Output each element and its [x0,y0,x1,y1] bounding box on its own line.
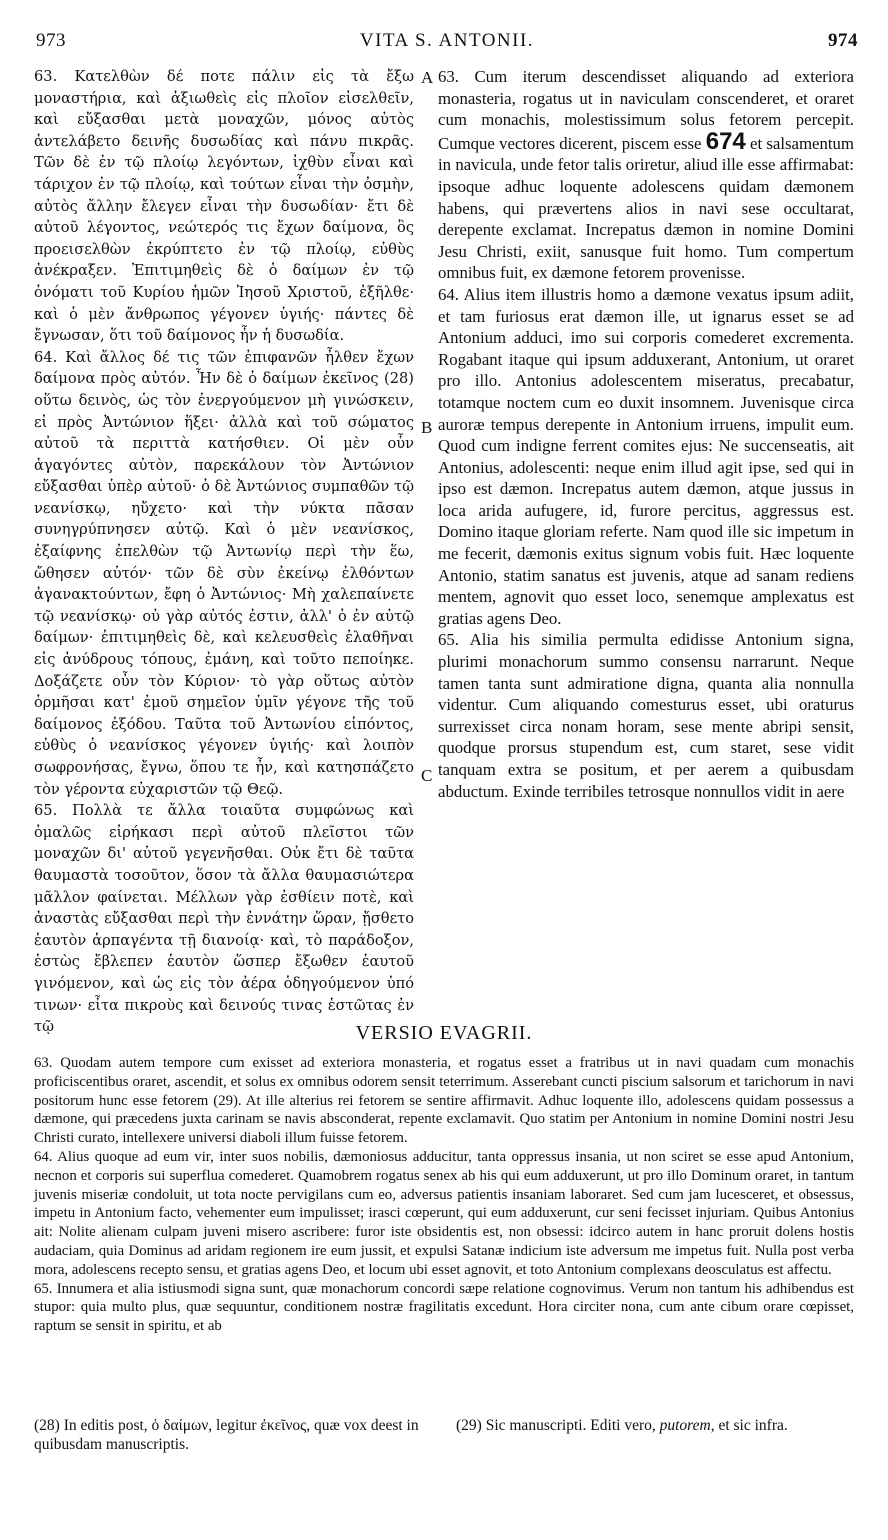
running-header [36,30,858,58]
footnote-29-italic: putorem, [659,1417,715,1434]
margin-letter-a: A [421,68,434,87]
footnote-29 [456,1416,856,1435]
running-title: VITA S. ANTONII. [359,30,535,51]
margin-letter-c: C [421,766,433,785]
latin-paragraph-63 [438,66,854,284]
latin-paragraph-63-part1: 63. Cum iterum descendisset aliquando ad exteriora monasteria, rogatus ut in naviculam conscenderet, et oraret cum monachis, molestissimum solus fetorem percepit. Cumque vectores dicerent, piscem esse [438,67,854,153]
footnote-29-part1: (29) Sic manuscripti. Editi vero, [456,1417,656,1434]
evagrius-paragraph-63: 63. Quodam autem tempore cum exisset ad exteriora monasteria, et rogatus esset a fratribus ut in navi quadam cum monachis proficiscentibus oraret, ascendit, et solus ex omnibus odorem sensit teterrimum. Asserebant cuncti piscium salsorum et tarichorum in navi positorum hunc esse fetorem (29). At ille alterius rei fetorem se sentire affirmavit. Adhuc loquente illo, adolescens quidam possessus a dæmone, qui præcedens juxta carinam se navis absconderat, repente exclamavit. Quo statim per Antonium in nomine Domini nostri Jesu Christi curato, intellexere universi diaboli illum fuisse fetorem. [34,1055,854,1147]
page-number-left: 973 [36,30,66,51]
latin-paragraph-65: 65. Alia his similia permulta edidisse Antonium signa, plurimi monachorum summo consensu narrarunt. Neque tamen tanta sunt admiratione digna, quanta alia nonnulla videntur. Cum aliquando comesturus esset, ubi oraturus surrexisset circa nonam horam, sese mente abripi sensit, quodque prorsus stupendum est, cum staret, sese vidit tanquam extra se positum, et per aerem a quibusdam abductum. Exinde terribiles tetrosque nonnullos vidit in aere [438,630,854,801]
greek-paragraph-65: 65. Πολλὰ τε ἄλλα τοιαῦτα συμφώνως καὶ ὁμαλῶς εἰρήκασι περὶ αὐτοῦ πλεῖστοι τῶν μοναχῶν δι' αὐτοῦ γεγενῆσθαι. Οὐκ ἔτι δὲ ταῦτα θαυμαστὰ τοσοῦτον, ὅσον τὰ ἄλλα θαυμασιώτερα μᾶλλον φαίνεται. Μέλλων γὰρ ἐσθίειν ποτὲ, καὶ ἀναστὰς εὔξασθαι περὶ τὴν ἐννάτην ὥραν, ᾔσθετο ἑαυτὸν ἁρπαγέντα τῇ διανοίᾳ· καὶ, τὸ παράδοξον, ἑστὼς ἔβλεπεν ἑαυτὸν ὥσπερ ἔξωθεν ἑαυτοῦ γινόμενον, καὶ ὡς εἰς τὸν ἀέρα ὁδηγούμενον ὑπό τινων· εἶτα πικροὺς καὶ δεινούς τινας ἑστῶτας ἐν τῷ [34,802,414,1036]
latin-paragraph-63-part2: et salsamentum in navicula, unde fetor talis oriretur, aliud ille esse affirmabat: ipsoque adhuc loquente adolescens quidam dæmonem habens, qui prævertens alios in navi sese occultarat, derepente exclamat. Increpatus dæmon in nomine Domini Jesu Christi, exiit, sanusque fuit homo. Tum compertum omnibus fuit, ex dæmone fetorem provenisse. [438,133,854,283]
page-number-right: 974 [828,30,858,51]
latin-column [438,66,854,802]
column-number: 674 [705,127,746,155]
margin-letter-b: B [421,418,433,437]
footnote-29-part2: et sic infra. [718,1417,788,1434]
section-title: VERSIO EVAGRII. [355,1022,533,1044]
evagrius-section [34,1054,854,1336]
footnote-28: (28) In editis post, ὁ δαίμων, legitur ἐκεῖνος, quæ vox deest in quibusdam manuscriptis. [34,1417,419,1453]
greek-column [34,66,414,1038]
latin-paragraph-64: 64. Alius item illustris homo a dæmone vexatus ipsum adiit, et tam furiosus erat dæmon ille, ut ignarus esset se ad Antonium adduci, imo sui corporis comederet excrementa. Rogabant itaque qui ipsum adduxerant, Antonium, ut oraret pro illo. Antonius adolescentem miseratus, precabatur, totamque noctem cum eo duxit insomnem. Juvenisque circa auroræ tempus derepente in Antonium irruens, impulit eum. Quod cum indigne ferrent comites ejus: Ne succenseatis, ait Antonius, adolescenti: neque enim illud agit ipse, sed qui in ipso est dæmon. Increpatus autem dæmon, atque jussus in loca arida aufugere, id, furore percitus, aggressus est. Domino itaque gloriam referte. Nam quod ille sic impetum in me fecerit, dæmonis exitus signum vobis fuit. Hæc loquente Antonio, statim sanatus est juvenis, atque ad sanam rediens mentem, agnovit quo esset loco, senemque amplexatus est gratias agens Deo. [438,284,854,628]
greek-paragraph-64: 64. Καὶ ἄλλος δέ τις τῶν ἐπιφανῶν ἦλθεν ἔχων δαίμονα πρὸς αὐτόν. Ἦν δὲ ὁ δαίμων ἐκεῖνος (28) οὕτω δεινὸς, ὡς τὸν ἐνεργούμενον μὴ γινώσκειν, εἰ πρὸς Ἀντώνιον ἥξει· ἀλλὰ καὶ τοῦ σώματος αὐτοῦ τὰ περιττὰ κατήσθιεν. Οἱ μὲν οὖν ἀγαγόντες αὐτὸν, παρεκάλουν τὸν Ἀντώνιον εὔξασθαι ὑπὲρ αὐτοῦ· ὁ δὲ Ἀντώνιος συμπαθῶν τῷ νεανίσκῳ, ηὔχετο· καὶ τὴν νύκτα πᾶσαν συνηγρύπνησεν αὐτῷ. Καὶ ὁ μὲν νεανίσκος, ἐξαίφνης ἐπελθὼν τῷ Ἀντωνίῳ περὶ τὴν ἕω, ὤθησεν αὐτόν· τῶν δὲ σὺν ἐκείνῳ ἐλθόντων ἀγανακτούντων, ἔφη ὁ Ἀντώνιος· Μὴ χαλεπαίνετε τῷ νεανίσκῳ· οὐ γὰρ αὐτός ἐστιν, ἀλλ' ὁ ἐν αὐτῷ δαίμων· ἐπιτιμηθεὶς δὲ, καὶ κελευσθεὶς ἐλαθῆναι εἰς ἀνύδρους τόπους, ἐμάνη, καὶ τοῦτο πεποίηκε. Δοξάζετε οὖν τὸν Κύριον· τὸ γὰρ οὕτως αὐτὸν ὁρμῆσαι κατ' ἐμοῦ σημεῖον ὑμῖν γέγονε τῆς τοῦ δαίμονος ἐξόδου. Ταῦτα τοῦ Ἀντωνίου εἰπόντος, εὐθὺς ὁ νεανίσκος γέγονεν ὑγιής· καὶ λοιπὸν σωφρονήσας, ἔγνω, ὅπου τε ἦν, καὶ κατησπάζετο τὸν γέροντα εὐχαριστῶν τῷ Θεῷ. [34,348,414,798]
evagrius-paragraph-65: 65. Innumera et alia istiusmodi signa sunt, quæ monachorum concordi sæpe relatione cognovimus. Verum non tantum his adhibendus est stupor: quia multo plus, quæ sequuntur, conditionem nostræ fragilitatis excedunt. Hora circiter nona, cum ante cibum orare cœpisset, raptum se sensit in spiritu, et ab [34,1280,854,1335]
greek-paragraph-63: 63. Κατελθὼν δέ ποτε πάλιν εἰς τὰ ἔξω μοναστήρια, καὶ ἀξιωθεὶς εἰς πλοῖον εἰσελθεῖν, καὶ εὔξασθαι μετὰ μοναχῶν, μόνος αὐτὸς ἀντελάβετο δεινῆς δυσωδίας καὶ πάνυ πικρᾶς. Τῶν δὲ ἐν τῷ πλοίῳ λεγόντων, ἰχθὺν εἶναι καὶ τάριχον ἐν τῷ πλοίῳ, καὶ τούτων εἶναι τὴν ὀσμὴν, αὐτὸς ἄλλην ἔλεγεν εἶναι τὴν δυσωδίαν· ἔτι δὲ αὐτοῦ λέγοντος, νεώτερός τις ἔχων δαίμονα, ὃς προεισελθὼν ἐκρύπτετο ἐν τῷ πλοίῳ, εὐθὺς ἀνέκραξεν. Ἐπιτιμηθεὶς δὲ ὁ δαίμων ἐν τῷ ὀνόματι τοῦ Κυρίου ἡμῶν Ἰησοῦ Χριστοῦ, ἐξῆλθε· καὶ ὁ μὲν ἄνθρωπος γέγονεν ὑγιής· πάντες δὲ ἔγνωσαν, ὅτι τοῦ δαίμονος ἦν ἡ δυσωδία. [34,68,414,345]
evagrius-paragraph-64: 64. Alius quoque ad eum vir, inter suos nobilis, dæmoniosus adducitur, tanta oppressus insania, ut non sciret se esse apud Antonium, necnon et corporis sui superflua comederet. Quamobrem rogatus senex ab his qui eum adduxerunt, ut pro illo Dominum oraret, in tantum juvenis miseriæ condoluit, ut tota nocte pervigilans cum eo, adversus patientis insaniam laboraret. Sed cum jam lucesceret, et obsessus, impetu in Antonium facto, vehementer eum impulisset; irasci cœperunt, qui eum adduxerunt, cur seni fecisset injuriam. Quibus Antonius ait: Nolite alienam culpam juveni misero ascribere: furor iste obsidentis est, non obsessi: idcirco autem in hanc proruit dolens hostis audaciam, quia Dominus ad aridam regionem ire eum jussit, et expulsi Satanæ indicium iste adversum me impetus fuit. Nulla post verba mora, adolescens recepto sensu, et gratias agens Deo, et locum ubi esset agnovit, et toto Antonium complexans deosculatus est affectu. [34,1148,854,1278]
